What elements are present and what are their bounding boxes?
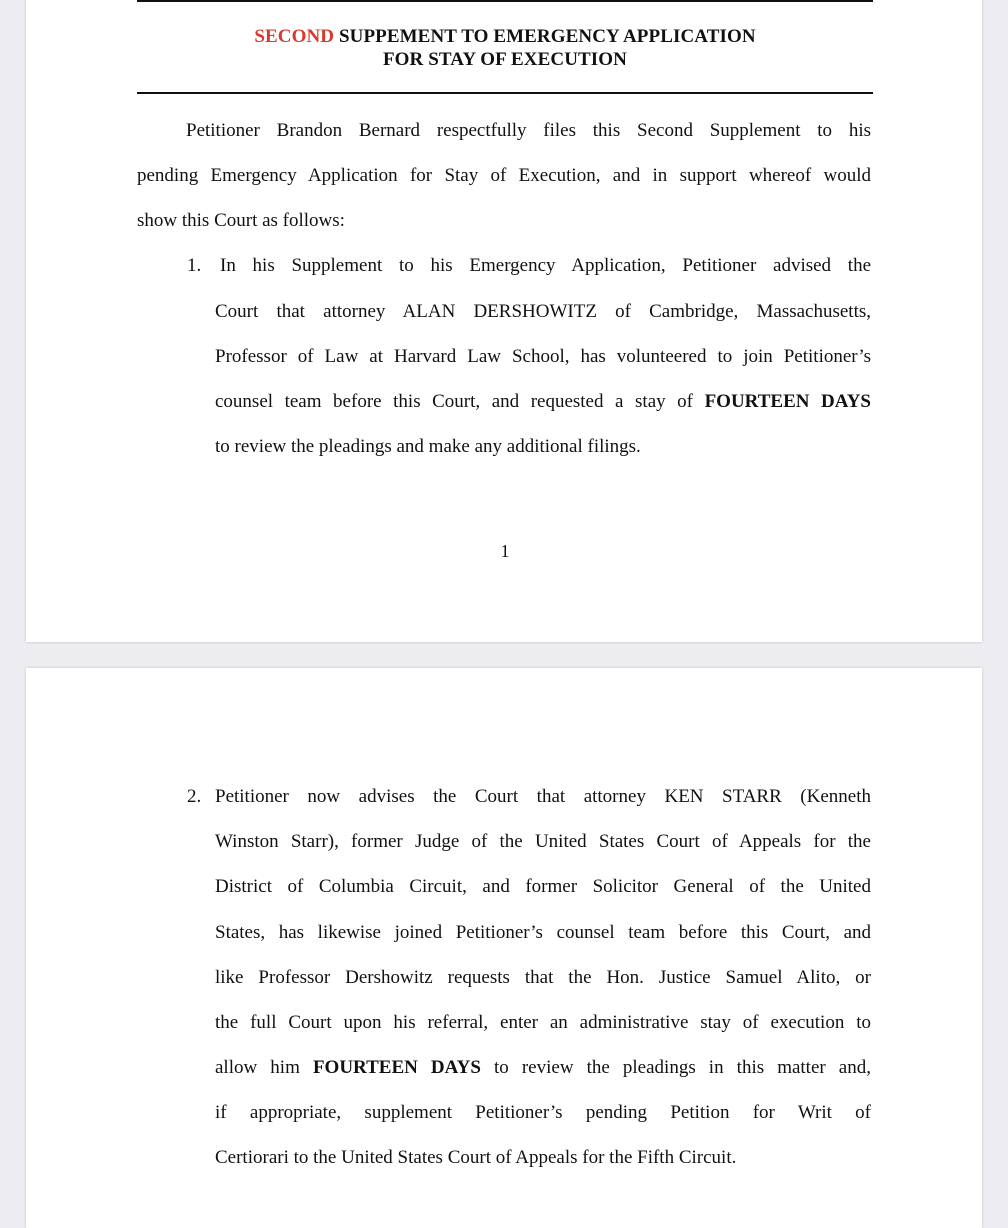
intro-line-2: pending Emergency Application for Stay of Execution, and in support whereof would [137,165,871,186]
paragraph-2-line-8: if appropriate, supplement Petitioner’s pending Petition for Writ of [215,1102,871,1123]
paragraph-1-line-4-text: counsel team before this Court, and requested a stay of [215,391,705,412]
paragraph-2-line-1: Petitioner now advises the Court that attorney KEN STARR (Kenneth [215,786,871,807]
intro-line-1: Petitioner Brandon Bernard respectfully files this Second Supplement to his [186,120,871,141]
paragraph-1-line-3: Professor of Law at Harvard Law School, has volunteered to join Petitioner’s [215,346,871,367]
document-page-2 [26,668,982,1228]
paragraph-1-line-1: In his Supplement to his Emergency Application, Petitioner advised the [220,255,871,276]
paragraph-2-line-2: Winston Starr), former Judge of the United States Court of Appeals for the [215,831,871,852]
page-number: 1 [500,541,510,561]
document-heading-line-1 [137,25,873,48]
paragraph-2-line-4: States, has likewise joined Petitioner’s counsel team before this Court, and [215,922,871,943]
paragraph-2-number: 2. [187,786,202,807]
paragraph-2-line-6: the full Court upon his referral, enter an administrative stay of execution to [215,1012,871,1033]
paragraph-1-number: 1. [187,255,202,276]
document-page-1 [26,0,982,642]
paragraph-1-line-5: to review the pleadings and make any additional filings. [215,436,641,457]
paragraph-2-line-7 [215,1056,871,1080]
paragraph-2-line-3: District of Columbia Circuit, and former Solicitor General of the United [215,876,871,897]
fourteen-days-emphasis: FOURTEEN DAYS [704,391,871,412]
document-heading-line-2: FOR STAY OF EXECUTION [382,49,628,70]
heading-second-word: SECOND [254,26,335,47]
heading-bottom-rule [137,92,873,94]
top-rule [137,0,873,2]
paragraph-2-line-5: like Professor Dershowitz requests that the Hon. Justice Samuel Alito, or [215,967,871,988]
paragraph-2-line-9: Certiorari to the United States Court of Appeals for the Fifth Circuit. [215,1147,737,1168]
intro-line-3: show this Court as follows: [137,210,345,231]
paragraph-1-line-4 [215,390,871,414]
paragraph-2-line-7-end: to review the pleadings in this matter and, [480,1057,871,1078]
paragraph-2-line-7-start: allow him [215,1057,313,1078]
heading-line-1-rest: SUPPEMENT TO EMERGENCY APPLICATION [334,26,756,47]
fourteen-days-emphasis-2: FOURTEEN DAYS [312,1057,481,1078]
paragraph-1-line-2: Court that attorney ALAN DERSHOWITZ of Cambridge, Massachusetts, [215,301,871,322]
